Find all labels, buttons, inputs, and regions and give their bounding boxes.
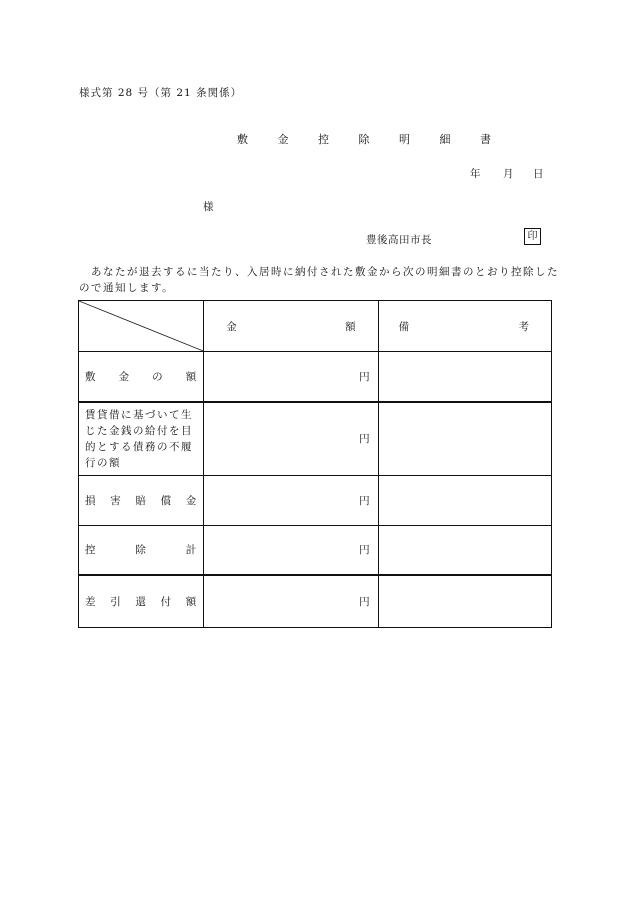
amount-header xyxy=(204,301,378,352)
diagonal-header-cell xyxy=(79,301,204,352)
remarks-cell[interactable] xyxy=(378,475,551,525)
date-year-label: 年 xyxy=(470,168,481,180)
seal-mark: 印 xyxy=(524,228,541,245)
label-char: 控 xyxy=(85,544,96,557)
row-label-damages xyxy=(79,475,204,525)
document-title: 敷 金 控 除 明 細 書 xyxy=(237,133,504,146)
table-header-row xyxy=(79,301,552,352)
label-char: 金 xyxy=(118,370,130,383)
remarks-cell[interactable] xyxy=(378,352,551,402)
label-char: 損 xyxy=(85,494,96,507)
label-char: 除 xyxy=(135,544,146,557)
table-row xyxy=(79,475,552,525)
label-char: 差 xyxy=(85,595,96,608)
label-char: の xyxy=(152,370,163,383)
table-row xyxy=(79,352,552,402)
date-month-label: 月 xyxy=(503,168,514,180)
amount-cell[interactable] xyxy=(204,402,378,476)
row-label-deduction-total xyxy=(79,525,204,575)
label-char: 計 xyxy=(185,544,197,557)
label-char: 害 xyxy=(110,494,121,507)
label-char: 敷 xyxy=(85,370,96,383)
yen-unit: 円 xyxy=(359,433,370,445)
remarks-header-char: 考 xyxy=(518,320,529,333)
amount-header-char: 金 xyxy=(226,320,237,333)
row-label-refund xyxy=(79,575,204,627)
amount-cell[interactable] xyxy=(204,525,378,575)
amount-cell[interactable] xyxy=(204,352,378,402)
yen-unit: 円 xyxy=(359,544,370,557)
yen-unit: 円 xyxy=(359,595,370,608)
remarks-header-char: 備 xyxy=(398,320,410,333)
label-char: 金 xyxy=(185,494,197,507)
yen-unit: 円 xyxy=(359,370,370,383)
remarks-cell[interactable] xyxy=(378,575,551,627)
remarks-header xyxy=(378,301,551,352)
issuer-name: 豊後高田市長 xyxy=(366,234,432,246)
remarks-cell[interactable] xyxy=(378,402,551,476)
amount-cell[interactable] xyxy=(204,575,378,627)
table-row xyxy=(79,402,552,476)
date-day-label: 日 xyxy=(533,168,544,180)
label-char: 還 xyxy=(135,595,146,608)
row-label-deposit xyxy=(79,352,204,402)
label-char: 償 xyxy=(160,494,172,507)
label-char: 額 xyxy=(185,595,197,608)
label-char: 引 xyxy=(110,595,121,608)
label-text: 賃貸借に基づいて生じた金銭の給付を目的とする債務の不履行の額 xyxy=(85,408,193,469)
label-char: 額 xyxy=(185,370,197,383)
form-number: 様式第 28 号（第 21 条関係） xyxy=(79,87,243,99)
deduction-table xyxy=(78,300,552,628)
label-char: 賠 xyxy=(135,494,146,507)
recipient-honorific: 様 xyxy=(203,201,214,213)
yen-unit: 円 xyxy=(359,494,370,507)
table-row xyxy=(79,525,552,575)
amount-cell[interactable] xyxy=(204,475,378,525)
diagonal-line xyxy=(79,301,203,351)
remarks-cell[interactable] xyxy=(378,525,551,575)
amount-header-char: 額 xyxy=(345,320,356,333)
notice-text: あなたが退去するに当たり、入居時に納付された敷金から次の明細書のとおり控除したので通知します。 xyxy=(79,266,559,294)
table-row xyxy=(79,575,552,627)
row-label-default-debt xyxy=(79,402,204,476)
label-char: 付 xyxy=(160,595,172,608)
